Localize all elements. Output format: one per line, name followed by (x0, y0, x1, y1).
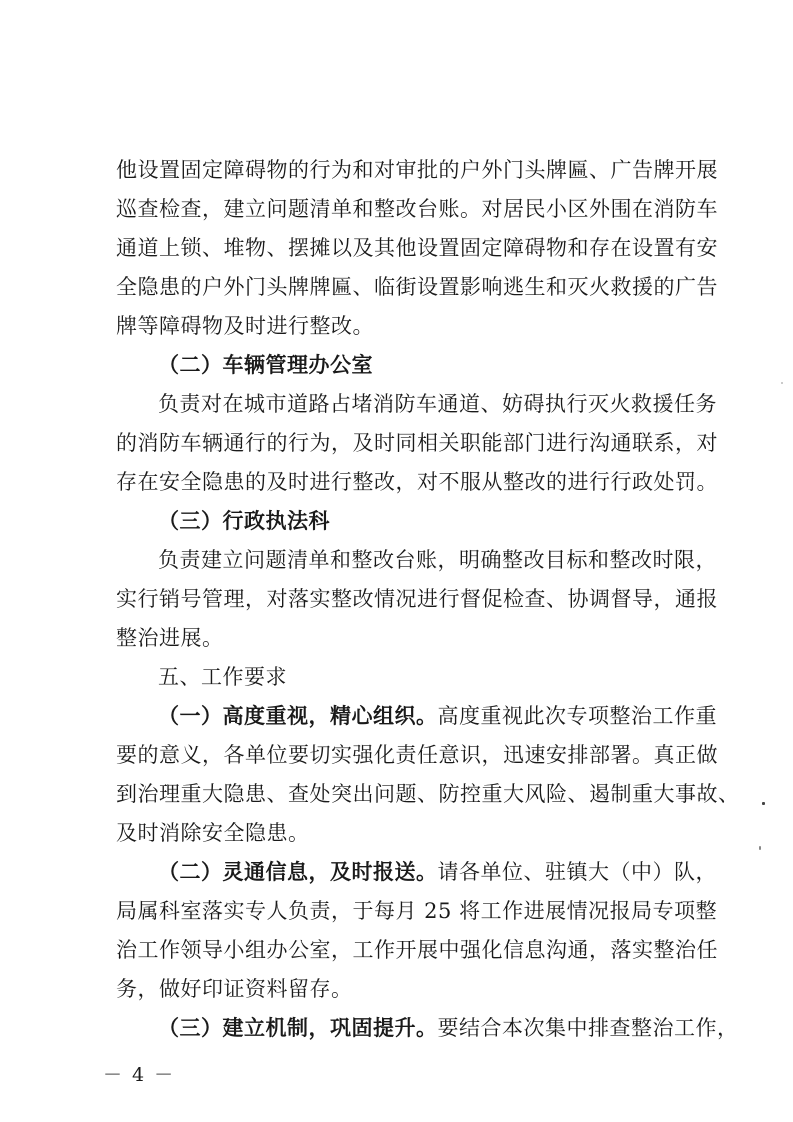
item-text: 高度重视此次专项整治工作重 (437, 704, 717, 728)
part-heading-work-requirements: 五、工作要求 (158, 665, 287, 689)
page-number: － 4 － (103, 1064, 176, 1086)
paragraph-line: 整治进展。 (116, 626, 224, 650)
item-text: 要结合本次集中排查整治工作， (437, 1016, 739, 1040)
paragraph-line: 的消防车辆通行的行为，及时同相关职能部门进行沟通联系，对 (116, 431, 718, 455)
paragraph-line: 负责对在城市道路占堵消防车通道、妨碍执行灭火救援任务 (158, 392, 717, 416)
paragraph-line: 务，做好印证资料留存。 (116, 977, 353, 1001)
paragraph-line: 实行销号管理，对落实整改情况进行督促检查、协调督导，通报 (116, 587, 718, 611)
paragraph-line: 及时消除安全隐患。 (116, 821, 310, 845)
scan-speck (781, 382, 783, 384)
item-lead: （二）灵通信息，及时报送。 (158, 859, 438, 884)
item-lead: （一）高度重视，精心组织。 (158, 703, 438, 728)
paragraph-line: 治工作领导小组办公室，工作开展中强化信息沟通，落实整治任 (116, 938, 718, 962)
paragraph-line: 牌等障碍物及时进行整改。 (116, 314, 374, 338)
paragraph-line: 巡查检查，建立问题清单和整改台账。对居民小区外围在消防车 (116, 197, 718, 221)
paragraph-line: 负责建立问题清单和整改台账，明确整改目标和整改时限， (158, 548, 717, 572)
paragraph-line: 存在安全隐患的及时进行整改，对不服从整改的进行行政处罚。 (116, 470, 718, 494)
paragraph-line: 要的意义，各单位要切实强化责任意识，迅速安排部署。真正做 (116, 743, 718, 767)
paragraph-line: 他设置固定障碍物的行为和对审批的户外门头牌匾、广告牌开展 (116, 158, 718, 182)
item-line (158, 701, 717, 731)
item-line (158, 1013, 739, 1043)
paragraph-line: 局属科室落实专人负责，于每月 25 将工作进展情况报局专项整 (116, 899, 718, 923)
paragraph-line: 通道上锁、堆物、摆摊以及其他设置固定障碍物和存在设置有安 (116, 236, 718, 260)
paragraph-line: 全隐患的户外门头牌牌匾、临街设置影响逃生和灭火救援的广告 (116, 275, 718, 299)
item-text: 请各单位、驻镇大（中）队， (437, 860, 717, 884)
scan-speck (759, 846, 761, 850)
section-heading-law-enforcement: （三）行政执法科 (158, 508, 330, 533)
scan-speck (762, 802, 765, 805)
section-heading-vehicle-office: （二）车辆管理办公室 (158, 352, 373, 377)
item-lead: （三）建立机制，巩固提升。 (158, 1015, 438, 1040)
item-line (158, 857, 717, 887)
paragraph-line: 到治理重大隐患、查处突出问题、防控重大风险、遏制重大事故、 (116, 782, 740, 806)
